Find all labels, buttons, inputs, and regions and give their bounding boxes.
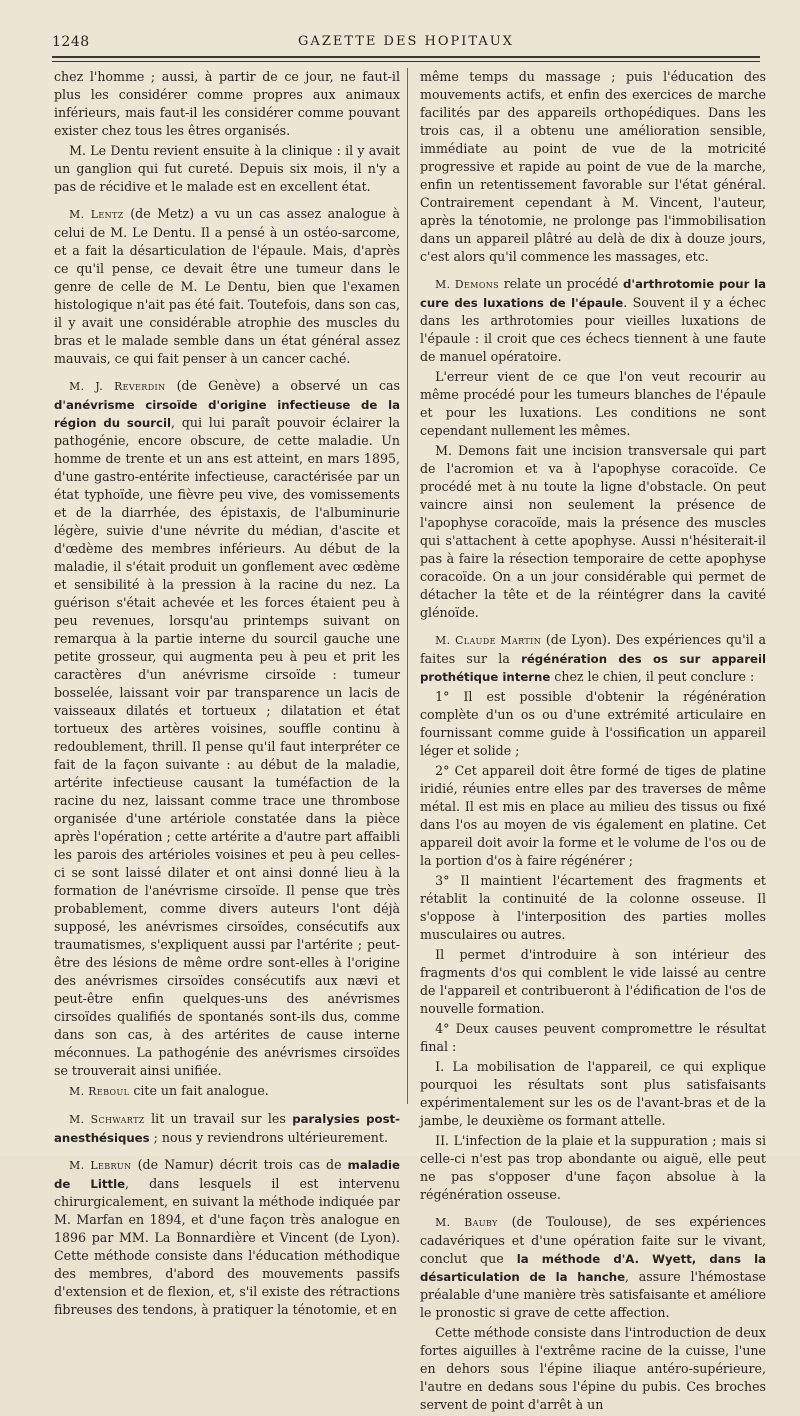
paragraph: I. La mobilisation de l'appareil, ce qui explique pourquoi les résultats sont plus satisfaisants expérimentalement sur les os de l'avant-bras et de la jambe, le deuxième os formant attelle. (420, 1059, 766, 1128)
bold-topic: d'arthrotomie pour la cure des luxations de l'épaule (420, 277, 766, 310)
running-title: GAZETTE DES HOPITAUX (298, 34, 514, 49)
speaker-name: M. Claude Martin (435, 634, 542, 647)
paragraph (54, 1082, 400, 1101)
paragraph (54, 205, 400, 368)
paragraph (420, 631, 766, 686)
speaker-name: M. Demons (435, 278, 500, 291)
paragraph: L'erreur vient de ce que l'on veut recourir au même procédé pour les tumeurs blanches de l'épaule et pour les luxations. Les conditions ne sont cependant nullement les mêmes. (420, 369, 766, 438)
paragraph-text: ; nous y reviendrons ultérieurement. (149, 1130, 388, 1145)
speaker-name: M. Schwartz (69, 1113, 145, 1126)
paragraph: Cette méthode consiste dans l'introduction de deux fortes aiguilles à l'extrême racine de la cuisse, l'une en dehors sous l'épine iliaque antéro-supérieure, l'autre en dedans sous l'épine du pubis. Ces broches servent de point d'arrêt à un (420, 1325, 766, 1412)
paragraph-text: , assure l'hémostase préalable d'une manière très satisfaisante et améliore le pronostic si grave de cette affection. (420, 1269, 766, 1320)
paragraph (54, 1110, 400, 1147)
paragraph (420, 1213, 766, 1322)
paragraph-text: chez le chien, il peut conclure : (550, 669, 755, 684)
paragraph: même temps du massage ; puis l'éducation des mouvements actifs, et enfin des exercices de marche facilités par des appareils orthopédiques. Dans les trois cas, il a obtenu une amélioration sensible, immédiate au point de vue de la motricité progressive et rapide au point de vue de la marche, enfin un retentissement favorable sur l'état général. Contrairement cependant à M. Vincent, l'auteur, après la ténotomie, ne prolonge pas l'immobilisation dans un appareil plâtré au delà de dix à douze jours, c'est alors qu'il commence les massages, etc. (420, 69, 766, 264)
paragraph-text: (de Lyon). Des expériences qu'il a faites sur la (420, 632, 766, 666)
right-column (420, 68, 766, 1416)
header-rule-thin (52, 61, 760, 62)
paragraph-text: , dans lesquels il est intervenu chirurgicalement, en suivant la méthode indiquée par M. Marfan en 1894, et d'une façon très analogue en 1896 par MM. La Bonnardière et Vincent (de Lyon). Cette méthode consiste dans l'éducation méthodique des membres, d'abord des mouvements passifs d'extension et de flexion, et, s'il existe des rétractions fibreuses des tendons, à pratiquer la ténotomie, et en (54, 1176, 400, 1317)
paragraph: M. Le Dentu revient ensuite à la clinique : il y avait un ganglion qui fut cureté. Depuis six mois, il n'y a pas de récidive et le malade est en excellent état. (54, 143, 400, 194)
header-rule-thick (52, 56, 760, 58)
speaker-name: M. Lebrun (69, 1159, 132, 1172)
paragraph: chez l'homme ; aussi, à partir de ce jour, ne faut-il plus les considérer comme propres aux animaux inférieurs, mais faut-il les considérer comme pouvant exister chez tous les êtres organisés. (54, 69, 400, 138)
paragraph-text: (de Genève) a observé un cas (165, 378, 400, 393)
paragraph: 1° Il est possible d'obtenir la régénération complète d'un os ou d'une extrémité articulaire en fournissant comme guide à l'ossification un appareil léger et solide ; (420, 689, 766, 758)
left-column (54, 68, 400, 1321)
bold-topic: la méthode d'A. Wyett, dans la désarticulation de la hanche (420, 1252, 766, 1284)
paragraph: 2° Cet appareil doit être formé de tiges de platine iridié, réunies entre elles par des traverses de même métal. Il est mis en place au milieu des tissus ou fixé dans l'os au moyen de vis également en platine. Cet appareil doit avoir la forme et le volume de l'os ou de la portion d'os à faire régénérer ; (420, 763, 766, 868)
page-header (52, 30, 760, 52)
paragraph: 4° Deux causes peuvent compromettre le résultat final : (420, 1021, 766, 1054)
paragraph: M. Demons fait une incision transversale qui part de l'acromion et va à l'apophyse coracoïde. Ce procédé met à nu toute la ligne d'obstacle. On peut vaincre ainsi non seulement la présence de l'apophyse coracoïde, mais la présence des muscles qui s'attachent à cette apophyse. Aussi n'hésiterait-il pas à faire la résection temporaire de cette apophyse coracoïde. On a un jour considérable qui permet de détacher la tête et de la réintégrer dans la cavité glénoïde. (420, 443, 766, 620)
paragraph (54, 1156, 400, 1319)
paragraph (54, 377, 400, 1080)
bold-topic: maladie de Little (54, 1158, 400, 1191)
page-number: 1248 (52, 34, 90, 50)
speaker-name: M. J. Reverdin (69, 380, 166, 393)
column-divider (407, 68, 408, 1104)
paragraph-text: (de Toulouse), de ses expériences cadavériques et d'une opération faite sur le vivant, conclut que (420, 1214, 767, 1266)
paragraph: 3° Il maintient l'écartement des fragments et rétablit la continuité de la colonne osseuse. Il s'oppose à l'interposition des parties molles musculaires ou autres. (420, 873, 766, 942)
paragraph: Il permet d'introduire à son intérieur des fragments d'os qui comblent le vide laissé au centre de l'appareil et contribueront à l'édification de l'os de nouvelle formation. (420, 947, 766, 1016)
speaker-name: M. Lentz (69, 208, 124, 221)
paragraph-text: . Souvent il y a échec dans les arthrotomies pour vieilles luxations de l'épaule : il croit que ces échecs tiennent à une faute de manuel opératoire. (420, 295, 766, 364)
bold-topic: d'anévrisme cirsoïde d'origine infectieuse de la région du sourcil (54, 398, 400, 430)
paragraph: II. L'infection de la plaie et la suppuration ; mais si celle-ci n'est pas trop abondante ou aiguë, elle peut ne pas s'opposer d'une façon absolue à la régénération osseuse. (420, 1133, 766, 1202)
paragraph-text: cite un fait analogue. (129, 1083, 269, 1098)
paragraph-text: relate un procédé (499, 276, 624, 291)
paragraph-text: (de Metz) a vu un cas assez analogue à celui de M. Le Dentu. Il a pensé à un ostéo-sarcome, et a fait la désarticulation de l'épaule. Mais, d'après ce qu'il pense, ce devait être une tumeur dans le genre de celle de M. Le Dentu, bien que l'examen histologique n'ait pas été fait. Toutefois, dans son cas, il y avait une considérable atrophie des muscles du bras et le malade semble dans un état général assez mauvais, ce qui fait penser à un cancer caché. (54, 206, 400, 366)
paragraph-text: lit un travail sur les (144, 1111, 293, 1126)
bold-topic: paralysies post-anesthésiques (54, 1112, 401, 1145)
speaker-name: M. Bauby (435, 1216, 498, 1229)
speaker-name: M. Reboul (69, 1085, 130, 1098)
paragraph-text: (de Namur) décrit trois cas de (131, 1157, 348, 1172)
bold-topic: régénération des os sur appareil prothétique interne (420, 652, 766, 684)
paragraph (420, 275, 766, 366)
paragraph-text: , qui lui paraît pouvoir éclairer la pathogénie, encore obscure, de cette maladie. Un homme de trente et un ans est atteint, en mars 1895, d'une gastro-entérite infectieuse, caractérisée par un état typhoïde, une fièvre peu vive, des vomissements et de la diarrhée, des épistaxis, de l'albuminurie légère, suivie d'une névrite du médian, d'ascite et d'œdème des membres inférieurs. Au début de la maladie, il s'était produit un gonflement avec œdème et sensibilité à la pression à la racine du nez. La guérison s'était achevée et les forces étaient peu à peu revenues, lorsqu'au printemps suivant on remarqua à la partie interne du sourcil gauche une petite grosseur, qui augmenta peu à peu et prit les caractères d'un anévrisme cirsoïde : tumeur bosselée, laissant voir par transparence un lacis de vaisseaux dilatés et tortueux ; dilatation et état tortueux des artères voisines, souffle continu à redoublement, thrill. Il pense qu'il faut interpréter ce fait de la façon suivante : au début de la maladie, artérite infectieuse causant la tuméfaction de la racine du nez, laissant comme trace une thrombose organisée d'une artériole constatée dans la pièce après l'opération ; cette artérite a d'autre part affaibli les parois des artérioles voisines et peu à peu celles-ci se sont laissé dilater et ont ainsi donné lieu à la formation de l'anévrisme cirsoïde. Il pense que très probablement, comme divers auteurs l'ont déjà supposé, les anévrismes cirsoïdes, consécutifs aux traumatismes, s'expliquent aussi par l'artérite ; peut-être des lésions de même ordre sont-elles à l'origine des anévrismes cirsoïdes consécutifs aux nævi et peut-être enfin quelques-uns des anévrismes cirsoïdes qualifiés de spontanés sont-ils dus, comme dans son cas, à des artérites de cause interne méconnues. La pathogénie des anévrismes cirsoïdes se trouverait ainsi unifiée. (54, 415, 400, 1078)
